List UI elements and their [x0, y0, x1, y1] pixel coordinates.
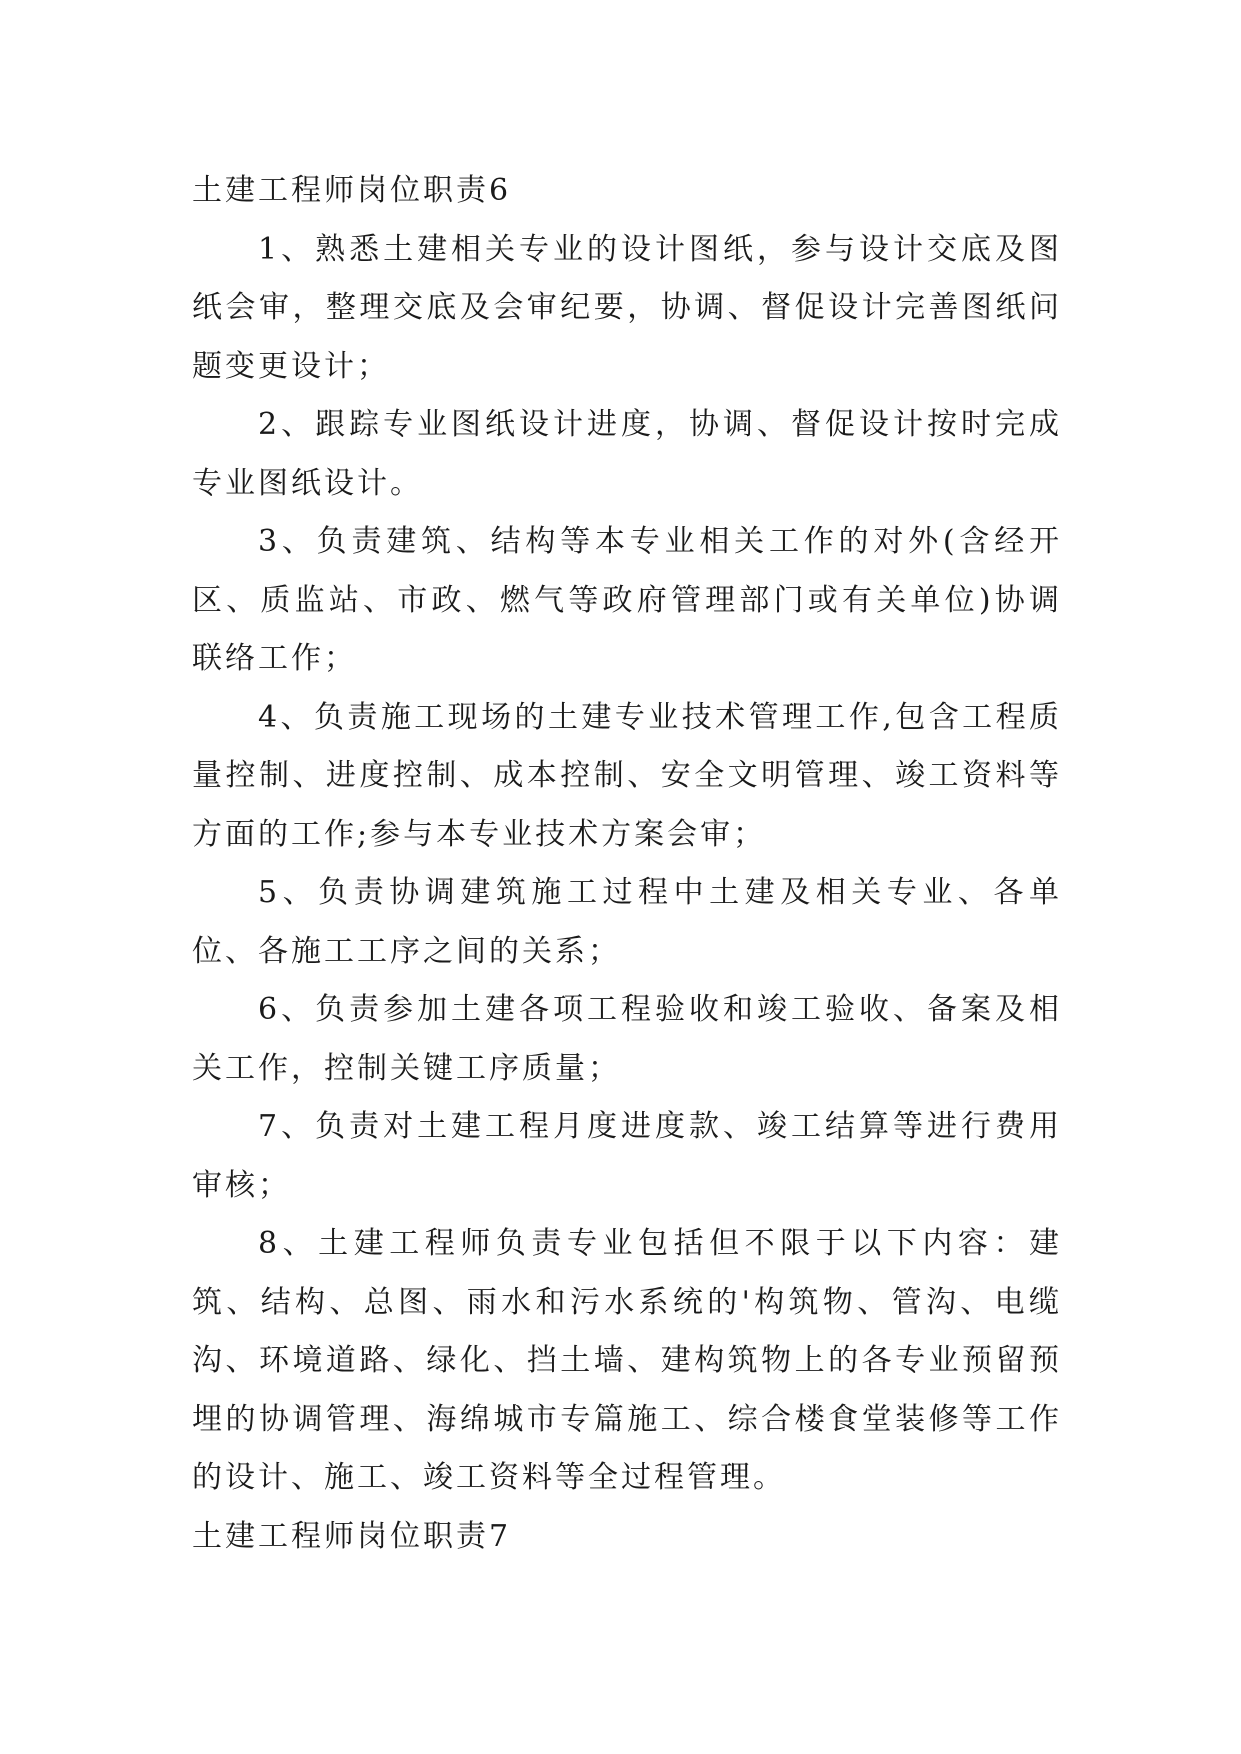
duty-item-5: 5、负责协调建筑施工过程中土建及相关专业、各单位、各施工工序之间的关系； — [192, 875, 1062, 969]
section-heading-6: 土建工程师岗位职责6 — [192, 173, 512, 208]
duty-item-8: 8、土建工程师负责专业包括但不限于以下内容：建筑、结构、总图、雨水和污水系统的'构筑物、管沟、电缆沟、环境道路、绿化、挡土墙、建构筑物上的各专业预留预埋的协调管理、海绵城市专篇施工、综合楼食堂装修等工作的设计、施工、竣工资料等全过程管理。 — [192, 1226, 1062, 1495]
section-heading-7: 土建工程师岗位职责7 — [192, 1518, 512, 1554]
duty-item-3: 3、负责建筑、结构等本专业相关工作的对外(含经开区、质监站、市政、燃气等政府管理部门或有关单位)协调联络工作； — [192, 524, 1062, 676]
duty-item-4: 4、负责施工现场的土建专业技术管理工作,包含工程质量控制、进度控制、成本控制、安全文明管理、竣工资料等方面的工作;参与本专业技术方案会审； — [192, 699, 1062, 852]
duty-item-1: 1、熟悉土建相关专业的设计图纸，参与设计交底及图纸会审，整理交底及会审纪要，协调、督促设计完善图纸问题变更设计； — [192, 231, 1062, 384]
document-body — [192, 162, 1062, 1566]
duty-item-2: 2、跟踪专业图纸设计进度，协调、督促设计按时完成专业图纸设计。 — [192, 407, 1062, 501]
duty-item-6: 6、负责参加土建各项工程验收和竣工验收、备案及相关工作，控制关键工序质量； — [192, 992, 1062, 1086]
duty-item-7: 7、负责对土建工程月度进度款、竣工结算等进行费用审核； — [192, 1109, 1062, 1203]
